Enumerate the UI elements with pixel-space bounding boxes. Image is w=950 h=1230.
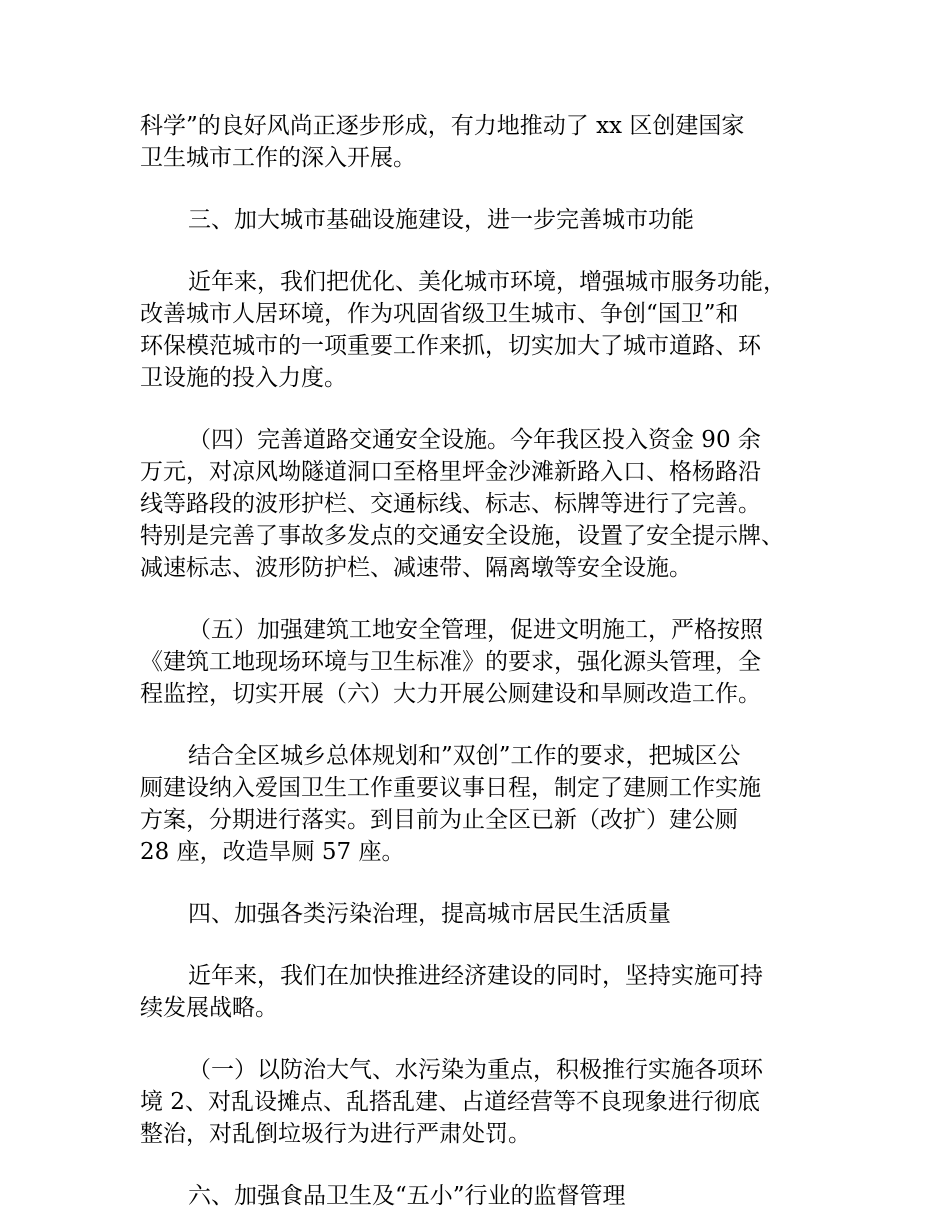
paragraph-gap	[140, 394, 820, 424]
text-line: 减速标志、波形防护栏、减速带、隔离墩等安全设施。	[140, 555, 692, 581]
text-line: 境 2、对乱设摊点、乱搭乱建、占道经营等不良现象进行彻底	[140, 1089, 760, 1115]
text-line: 四、加强各类污染治理，提高城市居民生活质量	[188, 901, 671, 927]
text-line: 28 座，改造旱厕 57 座。	[140, 839, 405, 865]
paragraph-gap	[140, 236, 820, 266]
paragraph	[140, 960, 820, 1024]
paragraph	[140, 1054, 820, 1150]
text-line: 六、加强食品卫生及“五小”行业的监督管理	[188, 1183, 626, 1209]
paragraph	[140, 110, 820, 174]
text-line: （四）完善道路交通安全设施。今年我区投入资金 90 余	[188, 427, 761, 453]
document-body	[140, 110, 820, 1212]
text-line: 方案，分期进行落实。到目前为止全区已新（改扩）建公厕	[140, 807, 738, 833]
text-line: 卫生城市工作的深入开展。	[140, 145, 416, 171]
text-line: 程监控，切实开展（六）大力开展公厕建设和旱厕改造工作。	[140, 681, 761, 707]
paragraph-gap	[140, 584, 820, 614]
text-line: 结合全区城乡总体规划和”双创”工作的要求，把城区公	[188, 743, 741, 769]
text-line: 厕建设纳入爱国卫生工作重要议事日程，制定了建厕工作实施	[140, 775, 761, 801]
paragraph-gap	[140, 174, 820, 204]
text-line: 整治，对乱倒垃圾行为进行严肃处罚。	[140, 1121, 531, 1147]
text-line: 改善城市人居环境，作为巩固省级卫生城市、争创“国卫”和	[140, 301, 739, 327]
paragraph	[140, 266, 820, 394]
text-line: 科学”的良好风尚正逐步形成，有力地推动了 xx 区创建国家	[140, 113, 745, 139]
paragraph-gap	[140, 930, 820, 960]
text-line: 特别是完善了事故多发点的交通安全设施，设置了安全提示牌、	[140, 523, 784, 549]
paragraph	[140, 740, 820, 868]
text-line: 卫设施的投入力度。	[140, 365, 347, 391]
paragraph-gap	[140, 868, 820, 898]
paragraph-gap	[140, 1024, 820, 1054]
text-line: （一）以防治大气、水污染为重点，积极推行实施各项环	[188, 1057, 763, 1083]
text-line: 环保模范城市的一项重要工作来抓，切实加大了城市道路、环	[140, 333, 761, 359]
paragraph-gap	[140, 1150, 820, 1180]
paragraph	[140, 898, 820, 930]
text-line: 近年来，我们把优化、美化城市环境，增强城市服务功能，	[188, 269, 786, 295]
text-line: 《建筑工地现场环境与卫生标准》的要求，强化源头管理，全	[140, 649, 761, 675]
text-line: （五）加强建筑工地安全管理，促进文明施工，严格按照	[188, 617, 763, 643]
paragraph	[140, 614, 820, 710]
text-line: 近年来，我们在加快推进经济建设的同时，坚持实施可持	[188, 963, 763, 989]
text-line: 续发展战略。	[140, 995, 278, 1021]
paragraph-gap	[140, 710, 820, 740]
paragraph	[140, 204, 820, 236]
paragraph	[140, 424, 820, 584]
text-line: 三、加大城市基础设施建设，进一步完善城市功能	[188, 207, 694, 233]
text-line: 万元，对凉风坳隧道洞口至格里坪金沙滩新路入口、格杨路沿	[140, 459, 761, 485]
paragraph	[140, 1180, 820, 1212]
text-line: 线等路段的波形护栏、交通标线、标志、标牌等进行了完善。	[140, 491, 761, 517]
